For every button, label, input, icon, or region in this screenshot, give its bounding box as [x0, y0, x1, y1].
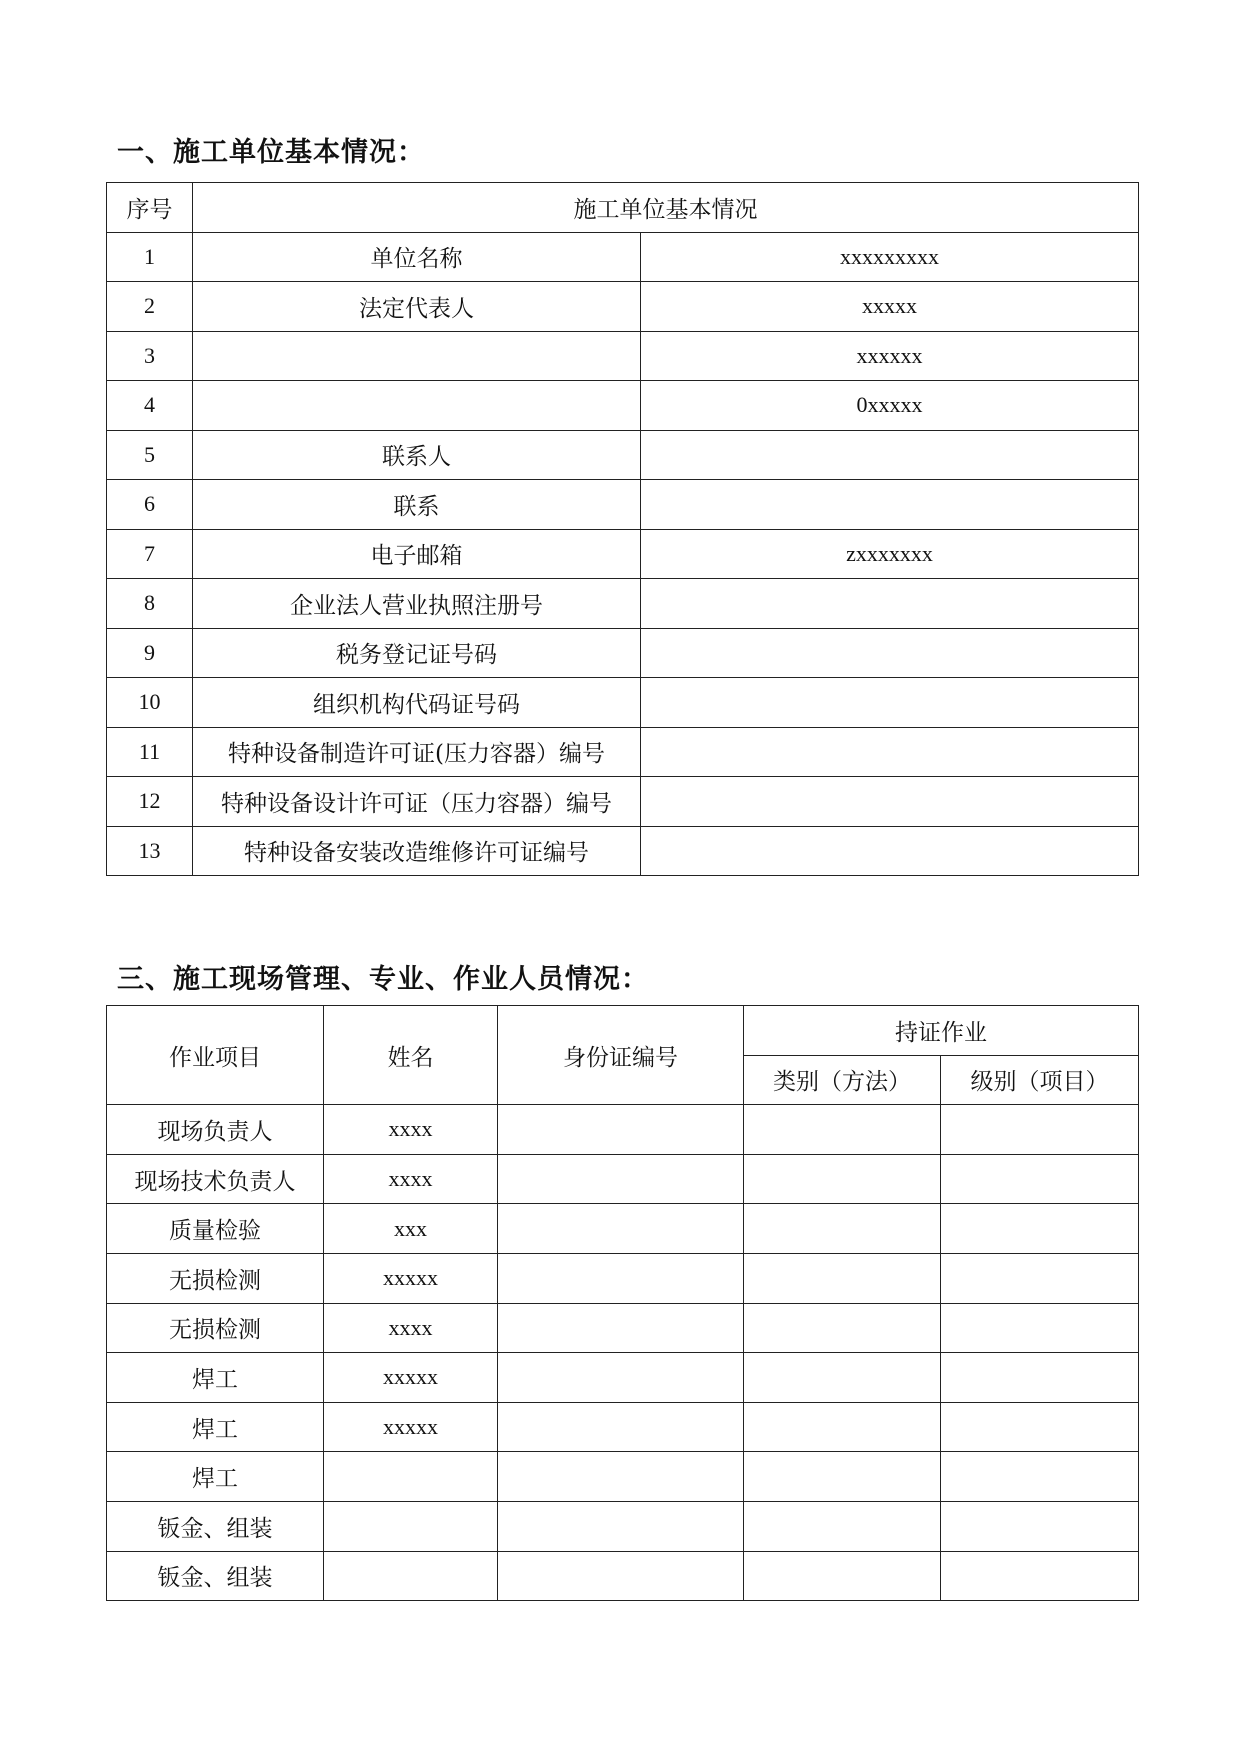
category-cell — [744, 1501, 941, 1551]
table-row — [107, 1303, 1139, 1353]
table-row — [107, 579, 1139, 629]
row-label: 特种设备制造许可证(压力容器）编号 — [193, 727, 641, 777]
row-label: 企业法人营业执照注册号 — [193, 579, 641, 629]
id-number-cell — [498, 1353, 744, 1403]
level-cell — [941, 1303, 1139, 1353]
category-cell — [744, 1105, 941, 1155]
row-value — [641, 727, 1139, 777]
name-cell: xxxx — [324, 1105, 498, 1155]
header-no: 序号 — [107, 183, 193, 233]
row-number: 7 — [107, 529, 193, 579]
header-title: 施工单位基本情况 — [193, 183, 1139, 233]
row-label: 特种设备设计许可证（压力容器）编号 — [193, 777, 641, 827]
table-row — [107, 777, 1139, 827]
row-value — [641, 777, 1139, 827]
row-value — [641, 678, 1139, 728]
row-label — [193, 331, 641, 381]
table-row — [107, 678, 1139, 728]
level-cell — [941, 1204, 1139, 1254]
row-number: 5 — [107, 430, 193, 480]
table-row — [107, 727, 1139, 777]
personnel-table — [106, 1005, 1139, 1601]
header-category: 类别（方法） — [744, 1055, 941, 1105]
table-row — [107, 529, 1139, 579]
row-number: 2 — [107, 282, 193, 332]
job-cell: 焊工 — [107, 1402, 324, 1452]
row-number: 3 — [107, 331, 193, 381]
table-row — [107, 480, 1139, 530]
category-cell — [744, 1204, 941, 1254]
row-number: 4 — [107, 381, 193, 431]
row-label: 特种设备安装改造维修许可证编号 — [193, 826, 641, 876]
category-cell — [744, 1452, 941, 1502]
table-row — [107, 1154, 1139, 1204]
row-label: 法定代表人 — [193, 282, 641, 332]
job-cell: 钣金、组装 — [107, 1551, 324, 1601]
id-number-cell — [498, 1501, 744, 1551]
name-cell: xxx — [324, 1204, 498, 1254]
row-value: xxxxx — [641, 282, 1139, 332]
level-cell — [941, 1402, 1139, 1452]
category-cell — [744, 1353, 941, 1403]
id-number-cell — [498, 1402, 744, 1452]
table-row — [107, 1353, 1139, 1403]
job-cell: 无损检测 — [107, 1303, 324, 1353]
row-value: xxxxxx — [641, 331, 1139, 381]
row-number: 11 — [107, 727, 193, 777]
row-number: 13 — [107, 826, 193, 876]
row-label: 电子邮箱 — [193, 529, 641, 579]
row-value: 0xxxxx — [641, 381, 1139, 431]
job-cell: 无损检测 — [107, 1253, 324, 1303]
table-row — [107, 1253, 1139, 1303]
table-row — [107, 1204, 1139, 1254]
name-cell: xxxxx — [324, 1253, 498, 1303]
category-cell — [744, 1253, 941, 1303]
level-cell — [941, 1353, 1139, 1403]
name-cell — [324, 1551, 498, 1601]
id-number-cell — [498, 1551, 744, 1601]
name-cell: xxxx — [324, 1303, 498, 1353]
row-label: 组织机构代码证号码 — [193, 678, 641, 728]
table-row — [107, 628, 1139, 678]
header-name: 姓名 — [324, 1006, 498, 1105]
category-cell — [744, 1303, 941, 1353]
row-value: zxxxxxxx — [641, 529, 1139, 579]
id-number-cell — [498, 1253, 744, 1303]
id-number-cell — [498, 1105, 744, 1155]
category-cell — [744, 1402, 941, 1452]
row-number: 1 — [107, 232, 193, 282]
id-number-cell — [498, 1303, 744, 1353]
table-row — [107, 1452, 1139, 1502]
job-cell: 焊工 — [107, 1452, 324, 1502]
level-cell — [941, 1501, 1139, 1551]
job-cell: 现场技术负责人 — [107, 1154, 324, 1204]
id-number-cell — [498, 1154, 744, 1204]
row-number: 9 — [107, 628, 193, 678]
table-row — [107, 381, 1139, 431]
level-cell — [941, 1452, 1139, 1502]
category-cell — [744, 1154, 941, 1204]
level-cell — [941, 1154, 1139, 1204]
row-label: 单位名称 — [193, 232, 641, 282]
name-cell — [324, 1452, 498, 1502]
header-level: 级别（项目） — [941, 1055, 1139, 1105]
row-number: 12 — [107, 777, 193, 827]
id-number-cell — [498, 1452, 744, 1502]
section-2-heading: 三、施工现场管理、专业、作业人员情况： — [117, 964, 649, 995]
row-value — [641, 480, 1139, 530]
row-value — [641, 579, 1139, 629]
row-label: 联系 — [193, 480, 641, 530]
name-cell: xxxx — [324, 1154, 498, 1204]
category-cell — [744, 1551, 941, 1601]
table-row — [107, 232, 1139, 282]
name-cell — [324, 1501, 498, 1551]
job-cell: 焊工 — [107, 1353, 324, 1403]
table-row — [107, 282, 1139, 332]
id-number-cell — [498, 1204, 744, 1254]
row-label: 联系人 — [193, 430, 641, 480]
row-number: 6 — [107, 480, 193, 530]
job-cell: 钣金、组装 — [107, 1501, 324, 1551]
company-info-table — [106, 182, 1139, 876]
row-number: 8 — [107, 579, 193, 629]
level-cell — [941, 1105, 1139, 1155]
header-id-number: 身份证编号 — [498, 1006, 744, 1105]
row-value: xxxxxxxxx — [641, 232, 1139, 282]
job-cell: 质量检验 — [107, 1204, 324, 1254]
level-cell — [941, 1253, 1139, 1303]
row-value — [641, 628, 1139, 678]
table-row — [107, 826, 1139, 876]
name-cell: xxxxx — [324, 1402, 498, 1452]
row-value — [641, 430, 1139, 480]
header-certified-work: 持证作业 — [744, 1006, 1139, 1056]
table-row — [107, 1105, 1139, 1155]
job-cell: 现场负责人 — [107, 1105, 324, 1155]
row-number: 10 — [107, 678, 193, 728]
level-cell — [941, 1551, 1139, 1601]
table-header-row — [107, 183, 1139, 233]
row-label — [193, 381, 641, 431]
table-row — [107, 1501, 1139, 1551]
table-header-row — [107, 1006, 1139, 1056]
row-value — [641, 826, 1139, 876]
section-1-heading: 一、施工单位基本情况： — [117, 137, 425, 168]
name-cell: xxxxx — [324, 1353, 498, 1403]
header-job: 作业项目 — [107, 1006, 324, 1105]
table-row — [107, 1402, 1139, 1452]
table-row — [107, 430, 1139, 480]
row-label: 税务登记证号码 — [193, 628, 641, 678]
table-row — [107, 331, 1139, 381]
table-row — [107, 1551, 1139, 1601]
